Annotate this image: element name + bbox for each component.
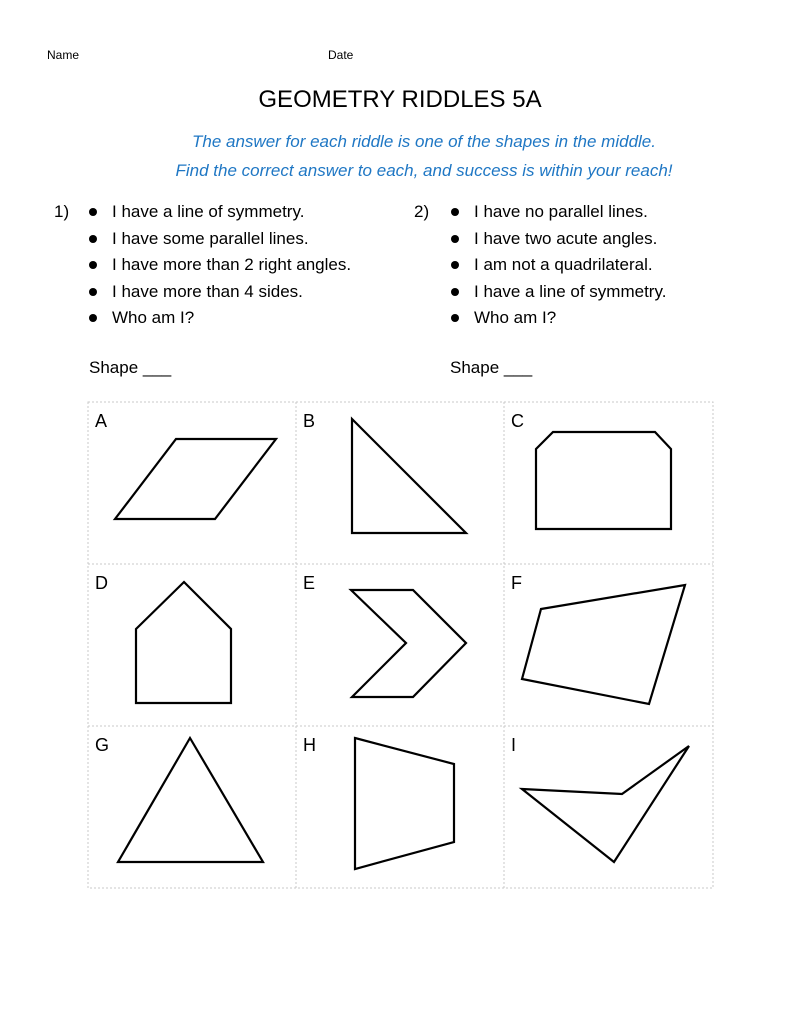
riddle-1-clue: I have more than 4 sides. — [88, 279, 351, 306]
shape-letter: H — [303, 735, 316, 755]
riddle-1-clue: I have more than 2 right angles. — [88, 252, 351, 279]
riddle-2-clue: I have two acute angles. — [450, 226, 666, 253]
riddle-1-answer[interactable]: Shape ___ — [89, 358, 172, 377]
intro-line-1: The answer for each riddle is one of the shapes in the middle. — [192, 132, 656, 151]
page-title: GEOMETRY RIDDLES 5A — [258, 86, 542, 113]
riddle-2-number: 2) — [414, 202, 430, 221]
shape-letter: E — [303, 573, 316, 593]
shape-a-parallelogram[interactable] — [115, 439, 276, 519]
riddle-1-number: 1) — [54, 202, 70, 221]
riddle-1-clue: I have some parallel lines. — [88, 226, 351, 253]
shape-letter: F — [511, 573, 522, 593]
shape-d-pentagon[interactable] — [136, 582, 231, 703]
intro-line-2: Find the correct answer to each, and success is within your reach! — [175, 161, 673, 180]
shape-h-trapezoid[interactable] — [355, 738, 454, 869]
shape-letter: G — [95, 735, 110, 755]
riddle-2-clue: I have no parallel lines. — [450, 199, 666, 226]
riddle-2-clue: Who am I? — [450, 305, 666, 332]
shape-letter: A — [95, 411, 108, 431]
shape-g-triangle[interactable] — [118, 738, 263, 862]
shape-b-right-triangle[interactable] — [352, 419, 466, 533]
shape-f-quadrilateral[interactable] — [522, 585, 685, 704]
riddle-1-clue: Who am I? — [88, 305, 351, 332]
shape-letter: C — [511, 411, 524, 431]
riddle-2-clue: I am not a quadrilateral. — [450, 252, 666, 279]
riddle-2-answer[interactable]: Shape ___ — [450, 358, 533, 377]
shape-letter: B — [303, 411, 316, 431]
shape-e-chevron[interactable] — [351, 590, 466, 697]
shape-letter: D — [95, 573, 108, 593]
name-label: Name — [47, 48, 80, 62]
riddle-2-clue: I have a line of symmetry. — [450, 279, 666, 306]
date-label: Date — [328, 48, 354, 62]
shape-i-concave[interactable] — [522, 746, 689, 862]
shape-letter: I — [511, 735, 517, 755]
shape-c-hexagon[interactable] — [536, 432, 671, 529]
grid-lines — [88, 402, 713, 888]
riddle-1-clue: I have a line of symmetry. — [88, 199, 351, 226]
grid-border — [88, 402, 713, 888]
